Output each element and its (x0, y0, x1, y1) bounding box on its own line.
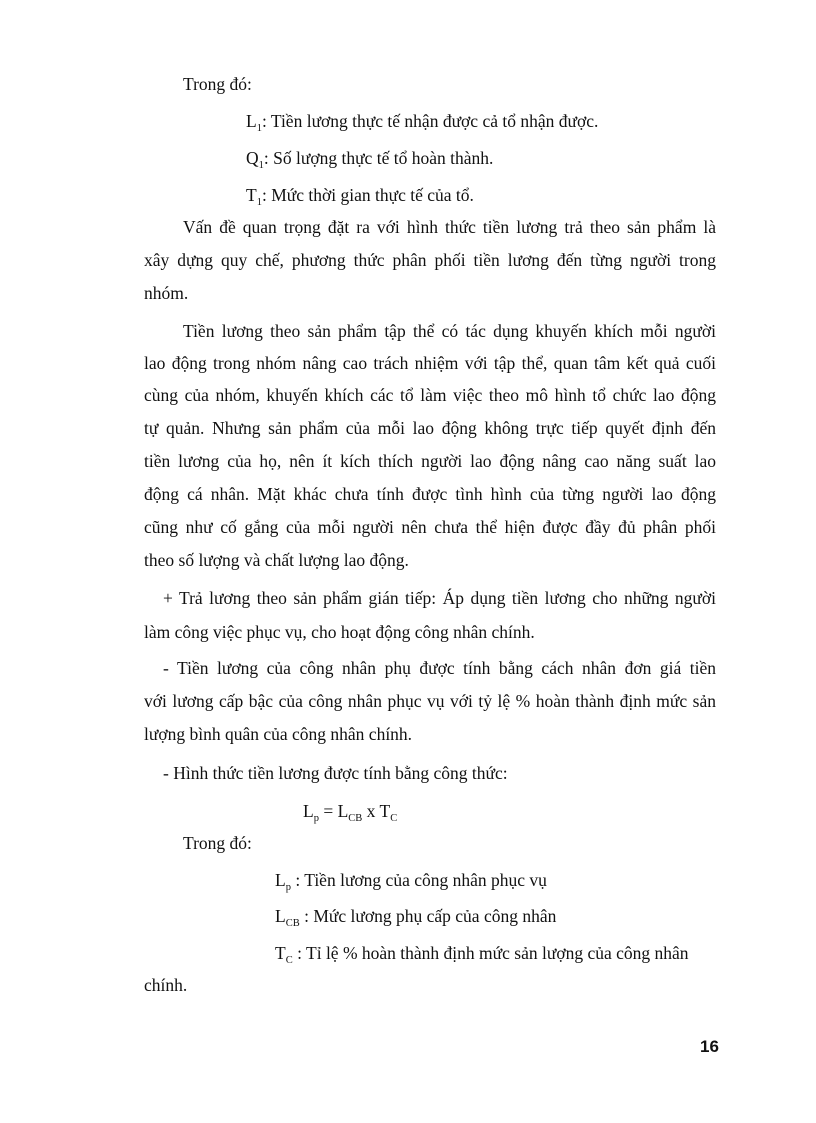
where-label-2: Trong đó: (183, 833, 252, 853)
paragraph-4-line-2: với lương cấp bậc của công nhân phục vụ với tỷ lệ % hoàn thành định mức sản (144, 691, 716, 711)
symbol: L (246, 111, 257, 131)
symbol: Q (246, 148, 259, 168)
subscript: p (313, 813, 319, 824)
definition-lp (275, 869, 547, 891)
paragraph-2-line-4: tự quản. Nhưng sản phẩm của mỗi lao động không trực tiếp quyết định đến (144, 418, 716, 438)
subscript: p (285, 882, 291, 893)
definition-t1 (246, 184, 474, 206)
formula-term-b: T (379, 801, 391, 821)
symbol: L (275, 870, 286, 890)
subscript: 1 (256, 123, 262, 134)
subscript: C (285, 955, 293, 966)
paragraph-5: - Hình thức tiền lương được tính bằng công thức: (163, 763, 508, 783)
paragraph-2-line-3: cùng của nhóm, khuyến khích các tổ làm việc theo mô hình tổ chức lao động (144, 385, 716, 405)
definition-l1 (246, 110, 598, 132)
definition-text: : Tiền lương của công nhân phục vụ (290, 870, 547, 890)
paragraph-2-line-6: động cá nhân. Mặt khác chưa tính được tình hình của từng người lao động (144, 484, 716, 504)
formula-lhs: L (303, 801, 314, 821)
paragraph-2-line-5: tiền lương của họ, nên ít kích thích người lao động nâng cao năng suất lao (144, 451, 716, 471)
definition-lcb (275, 905, 556, 927)
where-label-1: Trong đó: (183, 74, 252, 94)
definition-tc-continued: chính. (144, 975, 188, 995)
subscript: CB (348, 813, 363, 824)
paragraph-2-line-7: cũng như cố gắng của mỗi người nên chưa thể hiện được đầy đủ phân phối (144, 517, 716, 537)
definition-text: : Tỉ lệ % hoàn thành định mức sản lượng của công nhân (292, 943, 689, 963)
paragraph-4-line-3: lượng bình quân của công nhân chính. (144, 724, 413, 744)
salary-formula (303, 800, 397, 822)
formula-term-a: L (337, 801, 349, 821)
paragraph-1-line-3: nhóm. (144, 283, 189, 303)
paragraph-2-line-2: lao động trong nhóm nâng cao trách nhiệm với tập thể, quan tâm kết quả cuối (144, 353, 716, 373)
subscript: C (390, 813, 398, 824)
equals-sign: = (318, 801, 338, 821)
paragraph-2-line-1: Tiền lương theo sản phẩm tập thể có tác dụng khuyến khích mỗi người (183, 321, 716, 341)
definition-q1 (246, 147, 493, 169)
paragraph-4-line-1: - Tiền lương của công nhân phụ được tính bằng cách nhân đơn giá tiền (163, 658, 716, 678)
definition-text: : Mức lương phụ cấp của công nhân (299, 906, 557, 926)
paragraph-3-line-1: + Trả lương theo sản phẩm gián tiếp: Áp dụng tiền lương cho những người (163, 588, 716, 608)
page-number: 16 (700, 1037, 719, 1056)
paragraph-1-line-1: Vấn đề quan trọng đặt ra với hình thức tiền lương trả theo sản phẩm là (183, 217, 716, 237)
subscript: 1 (258, 160, 264, 171)
definition-text: : Mức thời gian thực tế của tổ. (261, 185, 474, 205)
paragraph-2-line-8: theo số lượng và chất lượng lao động. (144, 550, 409, 570)
definition-tc (275, 942, 689, 964)
symbol: T (246, 185, 257, 205)
symbol: L (275, 906, 286, 926)
subscript: 1 (256, 197, 262, 208)
symbol: T (275, 943, 286, 963)
definition-text: : Số lượng thực tế tổ hoàn thành. (263, 148, 494, 168)
multiply-sign: x (362, 801, 380, 821)
subscript: CB (285, 918, 300, 929)
paragraph-3-line-2: làm công việc phục vụ, cho hoạt động công nhân chính. (144, 622, 535, 642)
definition-text: : Tiền lương thực tế nhận được cả tổ nhận được. (261, 111, 599, 131)
paragraph-1-line-2: xây dựng quy chế, phương thức phân phối tiền lương đến từng người trong (144, 250, 716, 270)
